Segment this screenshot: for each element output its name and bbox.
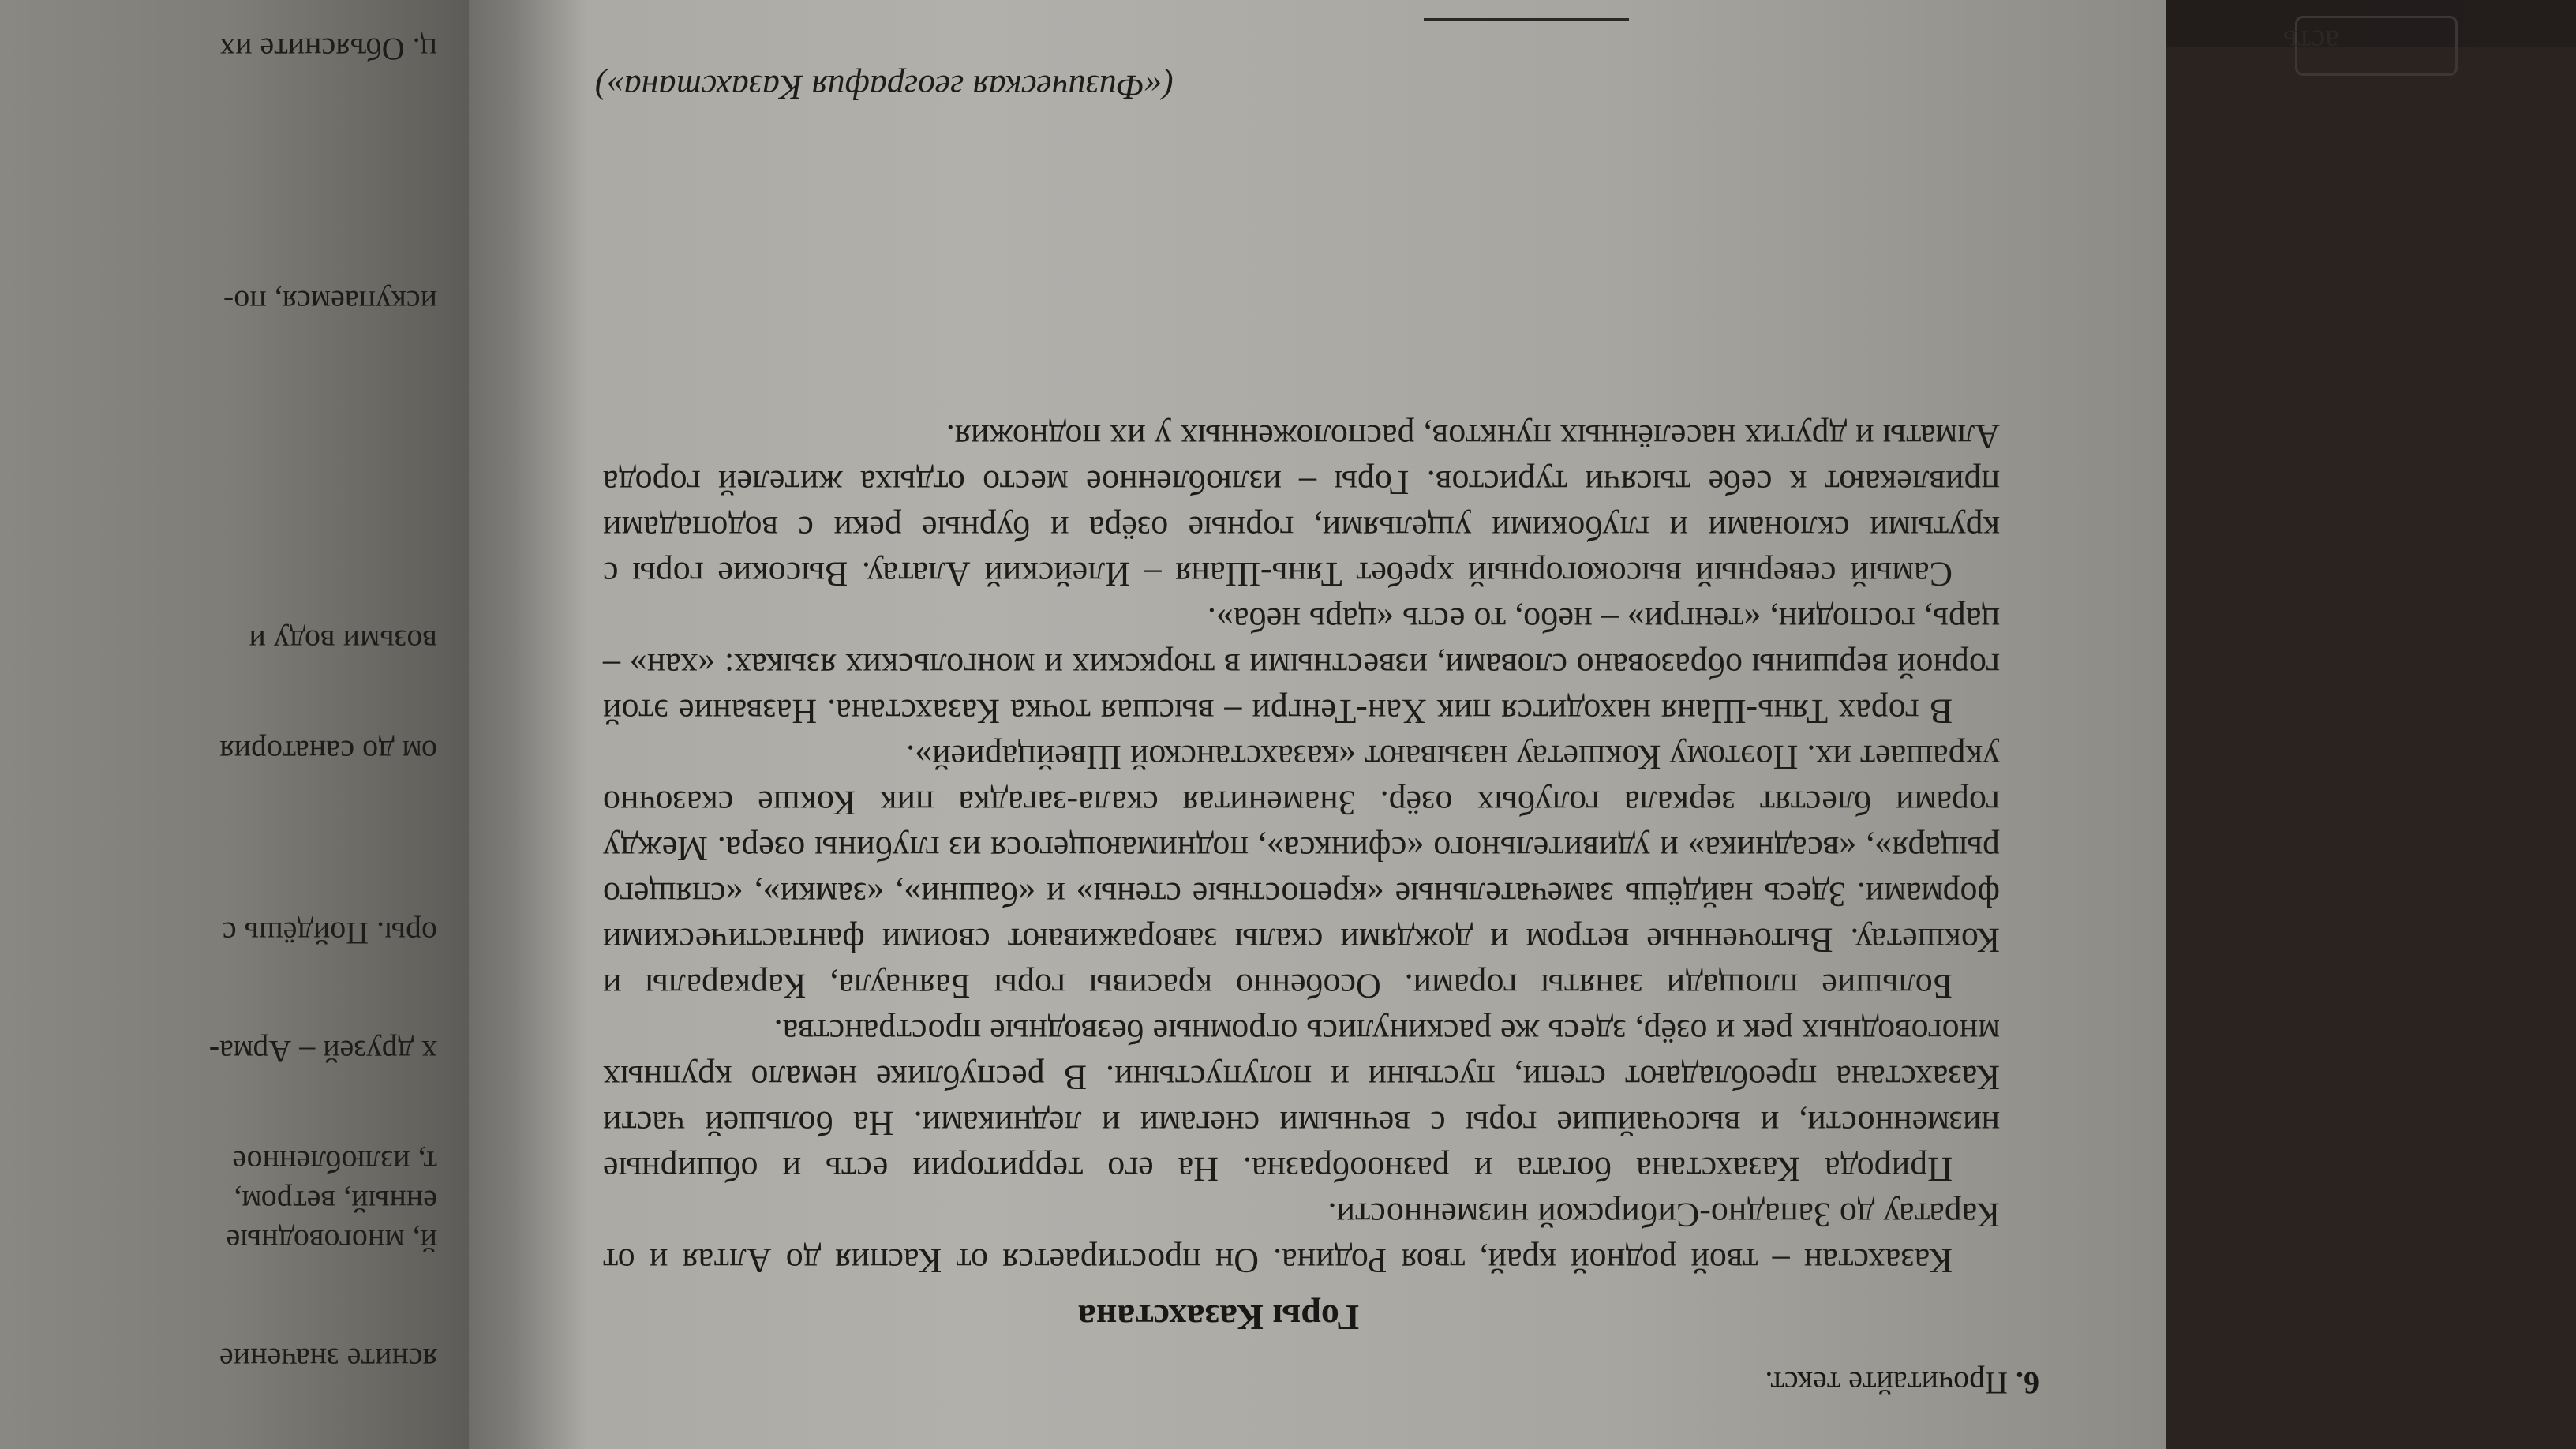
exercise-number: 6. <box>2016 1365 2039 1401</box>
fragment-line: ясните значение <box>219 1342 437 1377</box>
fragment-line: й, многоводные <box>226 1223 437 1259</box>
book-gutter-shadow <box>469 0 587 1449</box>
fragment-line: оры. Пойдёшь с <box>222 915 437 951</box>
fragment-line: возьми воду и <box>249 623 437 659</box>
fragment-line: х друзей – Арма- <box>208 1034 437 1069</box>
exercise-instruction <box>1765 1365 2039 1402</box>
fragment-line: ц. Объясните их <box>219 32 437 67</box>
fragment-line: ом до санатория <box>219 734 437 769</box>
fragment-line: енный, ветром, <box>234 1184 437 1219</box>
paragraph: Самый северный высокогорный хребет Тянь-Шаня – Илейский Алатау. Высокие горы с крутыми склонами и глубокими ущельями, горные озёра и бурные реки с водопадами привлекают к себе тысячи туристов. Горы – излюбленное место отдыха жителей города Алматы и других населённых пунктов, расположенных у их подножия. <box>603 417 2000 593</box>
exercise-text: Прочитайте текст. <box>1765 1365 2008 1401</box>
paragraph: Казахстан – твой родной край, твоя Родина. Он простирается от Каспия до Алтая и от Каратау до Западно-Сибирской низменности. <box>603 1196 2000 1280</box>
fragment-line: асть <box>2282 24 2339 59</box>
divider-line <box>1424 18 1629 21</box>
fragment-line: т, излюбленное <box>232 1144 437 1180</box>
text-heading: Горы Казахстана <box>1077 1297 1360 1338</box>
fragment-line: искупаемся, по- <box>223 284 437 320</box>
paragraph: Большие площади заняты горами. Особенно красивы горы Баянаула, Каркаралы и Кокшетау. Выточенные ветром и дождями скалы завораживают своими фантастическими формами. Здесь найдёшь замечательные «крепостные стены» и «башни», «замки», «спящего рыцаря», «всадника» и удивительного «сфинкса», поднимающегося из глубины озера. Между горами блестят зеркала голубых озёр. Знаменитая скала-загадка пик Кокше сказочно украшает их. Поэтому Кокшетау называют «казахстанской Швейцарией». <box>603 738 2000 1005</box>
paragraph: В горах Тянь-Шаня находится пик Хан-Тенгри – высшая точка Казахстана. Название этой горной вершины образовано словами, известными в тюркских и монгольских языках: «хан» – царь, господин, «тенгри» – небо, то есть «царь неба». <box>603 601 2000 731</box>
text-source-citation: («Физическая география Казахстана») <box>595 68 1174 107</box>
paragraph: Природа Казахстана богата и разнообразна. На его территории есть и обширные низменности, и высочайшие горы с вечными снегами и ледниками. На большей части Казахстана преобладают степи, пустыни и полупустыни. В республике немало крупных многоводных рек и озёр, здесь же раскинулись огромные безводные пространства. <box>603 1013 2000 1189</box>
reading-text <box>603 414 2000 1283</box>
